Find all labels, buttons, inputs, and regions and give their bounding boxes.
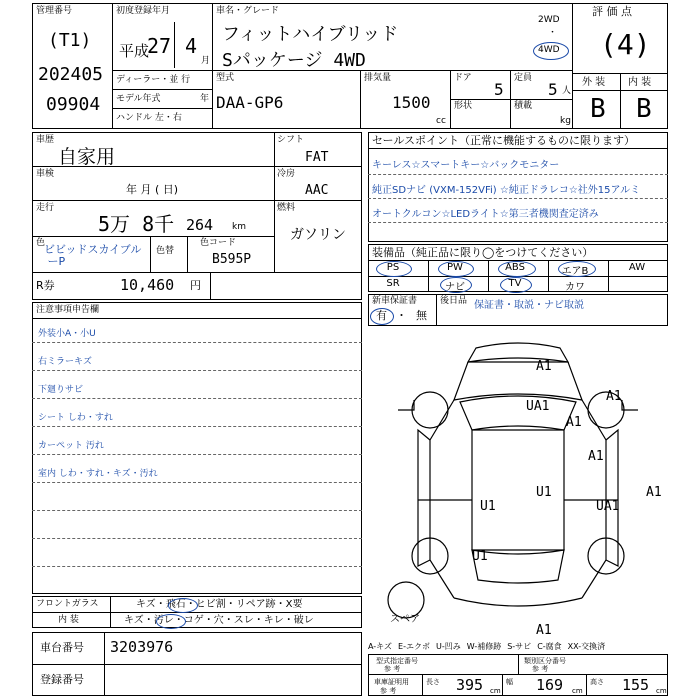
right-side-outline <box>606 430 618 566</box>
first-reg-year: 27 <box>147 34 172 58</box>
legend-item: W-補修跡 <box>466 642 502 651</box>
chassis-value: 3203976 <box>110 638 174 656</box>
spare-label: スペア <box>390 614 420 625</box>
windshield-outline <box>460 396 576 430</box>
mgmt-label: 管理番号 <box>36 6 73 16</box>
sales-line-3: オートクルコン☆LEDライト☆第三者機関査定済み <box>372 209 599 220</box>
damage-mark: U1 <box>472 549 488 564</box>
divider <box>32 426 362 427</box>
drive-4wd: 4WD <box>538 45 560 55</box>
divider <box>274 132 275 272</box>
note-line-1: 外装小A・小U <box>38 329 96 339</box>
divider <box>510 99 511 129</box>
divider <box>32 370 362 371</box>
divider <box>212 3 213 129</box>
divider <box>112 89 212 90</box>
legend-item: C-腐食 <box>537 642 562 651</box>
equip-sr: SR <box>386 278 400 289</box>
handle-label: ハンドル 左・右 <box>116 113 182 123</box>
car-name-label: 車名・グレード <box>216 6 280 16</box>
divider <box>368 148 668 149</box>
body-label: 形状 <box>454 101 473 111</box>
legend-item: U-凹み <box>435 642 461 651</box>
notes-label: 注意事項申告欄 <box>36 305 100 315</box>
divider <box>32 510 362 511</box>
color-code-label: 色コード <box>200 238 237 248</box>
divider <box>274 166 362 167</box>
equip-aw: AW <box>628 262 646 273</box>
damage-mark: A1 <box>588 449 604 464</box>
legend-item: A-キズ <box>368 642 393 651</box>
shift-label: シフト <box>277 135 305 145</box>
displacement-unit: cc <box>436 116 446 126</box>
capacity-value: 5 <box>548 80 558 99</box>
capacity-unit: 人 <box>562 86 572 96</box>
recycle-label: R券 <box>36 279 55 292</box>
front-left-wheel <box>412 392 448 428</box>
mgmt-line-1: (T1) <box>48 30 92 51</box>
history-value: 自家用 <box>58 146 116 168</box>
width-label: 幅 <box>506 678 513 686</box>
hood-outline <box>454 358 582 400</box>
height-unit: cm <box>656 687 667 695</box>
cert-sub: 参 考 <box>380 687 397 695</box>
interior-row-items: キズ・汚レ・コゲ・穴・スレ・キレ・破レ <box>124 615 314 626</box>
divider <box>32 342 362 343</box>
load-label: 積載 <box>514 101 533 111</box>
doors-label: ドア <box>454 73 472 83</box>
mgmt-line-3: 09904 <box>46 94 101 115</box>
divider <box>32 482 362 483</box>
equip-tv: TV <box>508 278 522 289</box>
divider <box>422 674 423 696</box>
fuel-value: ガソリン <box>290 227 346 243</box>
height-value: 155 <box>622 676 650 694</box>
divider <box>368 198 668 199</box>
divider <box>368 222 668 223</box>
damage-mark: U1 <box>536 485 552 500</box>
mileage-tail: 264 <box>186 216 214 234</box>
divider <box>32 200 274 201</box>
doors-value: 5 <box>494 80 504 99</box>
divider <box>32 454 362 455</box>
load-unit: kg <box>560 116 571 126</box>
drive-dot: ・ <box>548 28 558 38</box>
divider <box>32 318 362 319</box>
length-label: 長さ <box>426 678 440 686</box>
divider <box>360 70 361 129</box>
damage-mark: UA1 <box>596 499 620 514</box>
spare-tire <box>388 582 424 618</box>
damage-mark: A1 <box>536 623 552 636</box>
interior-label: 内 装 <box>628 77 652 88</box>
width-unit: cm <box>572 687 583 695</box>
divider <box>428 260 429 292</box>
divider <box>586 674 587 696</box>
legend-item: S-サビ <box>507 642 532 651</box>
note-line-4: シート しわ・すれ <box>38 413 113 423</box>
equip-navi: ナビ <box>445 282 465 293</box>
ac-value: AAC <box>305 183 329 198</box>
divider <box>32 272 362 273</box>
model-year-value: 年 <box>200 94 210 104</box>
front-glass-label: フロントガラス <box>36 599 99 609</box>
divider <box>368 174 668 175</box>
fuel-label: 燃料 <box>277 203 296 213</box>
history-label: 車歴 <box>36 135 55 145</box>
sales-label: セールスポイント（正常に機能するものに限ります） <box>372 134 636 147</box>
divider <box>368 674 668 675</box>
color-change-label: 色替 <box>156 246 175 256</box>
warranty-sep: ・ <box>396 309 407 322</box>
divider <box>32 612 362 613</box>
length-unit: cm <box>490 687 501 695</box>
front-glass-items: キズ・飛石・ヒビ割・リペア跡・X要 <box>136 599 303 610</box>
recycle-unit: 円 <box>190 279 201 292</box>
color-value: ビビッドスカイブル ーP <box>44 243 142 268</box>
equip-pw: PW <box>447 262 463 273</box>
note-line-3: 下廻りサビ <box>38 385 84 395</box>
chassis-label: 車台番号 <box>40 641 84 654</box>
width-value: 169 <box>536 676 564 694</box>
color-label: 色 <box>36 238 46 248</box>
car-name-line-1: フィットハイブリッド <box>222 24 399 45</box>
sales-line-1: キーレス☆スマートキー☆バックモニター <box>372 160 560 171</box>
divider <box>187 236 188 272</box>
length-value: 395 <box>456 676 484 694</box>
divider <box>32 538 362 539</box>
inspection-value: 年 月 ( 日) <box>126 183 179 196</box>
shift-value: FAT <box>305 150 329 165</box>
divider <box>548 260 549 292</box>
damage-mark: A1 <box>646 485 662 500</box>
category-sub: 参 考 <box>532 665 549 673</box>
damage-legend <box>368 641 611 652</box>
color-code-value: B595P <box>212 252 252 267</box>
legend-item: XX-交換済 <box>567 642 606 651</box>
divider <box>488 260 489 292</box>
equipment-label: 装備品（純正品に限り◯をつけてください） <box>372 246 594 259</box>
extras-value: 保証書・取説・ナビ取説 <box>474 300 584 311</box>
ac-label: 冷房 <box>277 169 296 179</box>
inspection-label: 車検 <box>36 169 55 179</box>
damage-mark: U1 <box>480 499 496 514</box>
car-diagram <box>368 330 668 636</box>
divider <box>620 73 621 129</box>
damage-mark: A1 <box>606 389 622 404</box>
damage-mark: A1 <box>566 415 582 430</box>
exterior-label: 外 装 <box>582 77 606 88</box>
divider <box>110 596 111 628</box>
divider <box>450 99 572 100</box>
divider <box>436 294 437 326</box>
equip-ps: PS <box>386 262 400 273</box>
warranty-label: 新車保証書 <box>372 296 418 306</box>
divider <box>518 654 519 674</box>
displacement-label: 排気量 <box>364 73 392 83</box>
divider <box>32 566 362 567</box>
extras-label: 後日品 <box>440 296 468 306</box>
damage-mark: UA1 <box>526 399 550 414</box>
equip-abs: ABS <box>505 262 525 273</box>
cert-label: 車庫証明用 <box>374 678 409 686</box>
note-line-2: 右ミラーキズ <box>38 357 92 367</box>
mileage-value: 5万 8千 <box>98 212 175 236</box>
category-label: 類別区分番号 <box>524 657 566 665</box>
reg-label: 登録番号 <box>40 673 84 686</box>
displacement-value: 1500 <box>392 93 431 112</box>
capacity-label: 定員 <box>514 73 533 83</box>
first-reg-era: 平成 <box>119 42 150 60</box>
dealer-label: ディーラー・並 行 <box>116 75 191 85</box>
type-label: 型式 <box>216 73 235 83</box>
divider <box>32 664 362 665</box>
divider <box>112 108 212 109</box>
height-label: 高さ <box>590 678 604 686</box>
front-bumper-outline <box>468 343 568 362</box>
first-reg-month: 4 <box>185 34 198 58</box>
warranty-yes: 有 <box>376 309 387 322</box>
interior-grade: B <box>636 94 652 124</box>
exterior-grade: B <box>590 94 606 124</box>
divider <box>608 260 609 292</box>
equip-leather: カワ <box>565 282 585 293</box>
model-year-label: モデル年式 <box>116 94 161 104</box>
body-left-outline <box>430 400 454 598</box>
left-side-outline <box>418 430 430 566</box>
divider <box>150 236 151 272</box>
sales-line-2: 純正SDナビ (VXM-152VFi) ☆純正ドラレコ☆社外15アルミ <box>372 185 641 196</box>
warranty-no: 無 <box>416 309 427 322</box>
divider <box>174 22 175 68</box>
drive-2wd: 2WD <box>538 15 560 25</box>
legend-item: E-エクボ <box>398 642 430 651</box>
type-spec-label: 型式指定番号 <box>376 657 418 665</box>
type-spec-sub: 参 考 <box>384 665 401 673</box>
mgmt-line-2: 202405 <box>38 64 104 85</box>
equip-airbag: エアB <box>561 266 589 277</box>
divider <box>572 3 573 129</box>
note-line-5: カーペット 汚れ <box>38 441 104 451</box>
type-value: DAA-GP6 <box>216 93 284 112</box>
divider <box>274 200 362 201</box>
divider <box>210 272 211 300</box>
divider <box>32 398 362 399</box>
note-line-6: 室内 しわ・すれ・キズ・汚れ <box>38 469 158 479</box>
divider <box>510 70 511 100</box>
interior-row-label: 内 装 <box>58 615 79 625</box>
score-label: 評 価 点 <box>592 5 632 18</box>
divider <box>112 3 113 129</box>
first-reg-month-unit: 月 <box>201 56 211 66</box>
damage-mark: A1 <box>536 359 552 374</box>
recycle-value: 10,460 <box>120 276 175 294</box>
divider <box>502 674 503 696</box>
first-reg-label: 初度登録年月 <box>116 6 171 16</box>
front-glass-stone-circle <box>168 598 198 613</box>
rear-outline <box>454 598 582 606</box>
divider <box>104 632 105 696</box>
score-value: (4) <box>600 28 651 61</box>
interior-dirt-circle <box>156 614 186 629</box>
car-name-line-2: Sパッケージ 4WD <box>222 50 366 71</box>
mileage-unit: km <box>232 222 246 232</box>
mileage-label: 走行 <box>36 203 55 213</box>
